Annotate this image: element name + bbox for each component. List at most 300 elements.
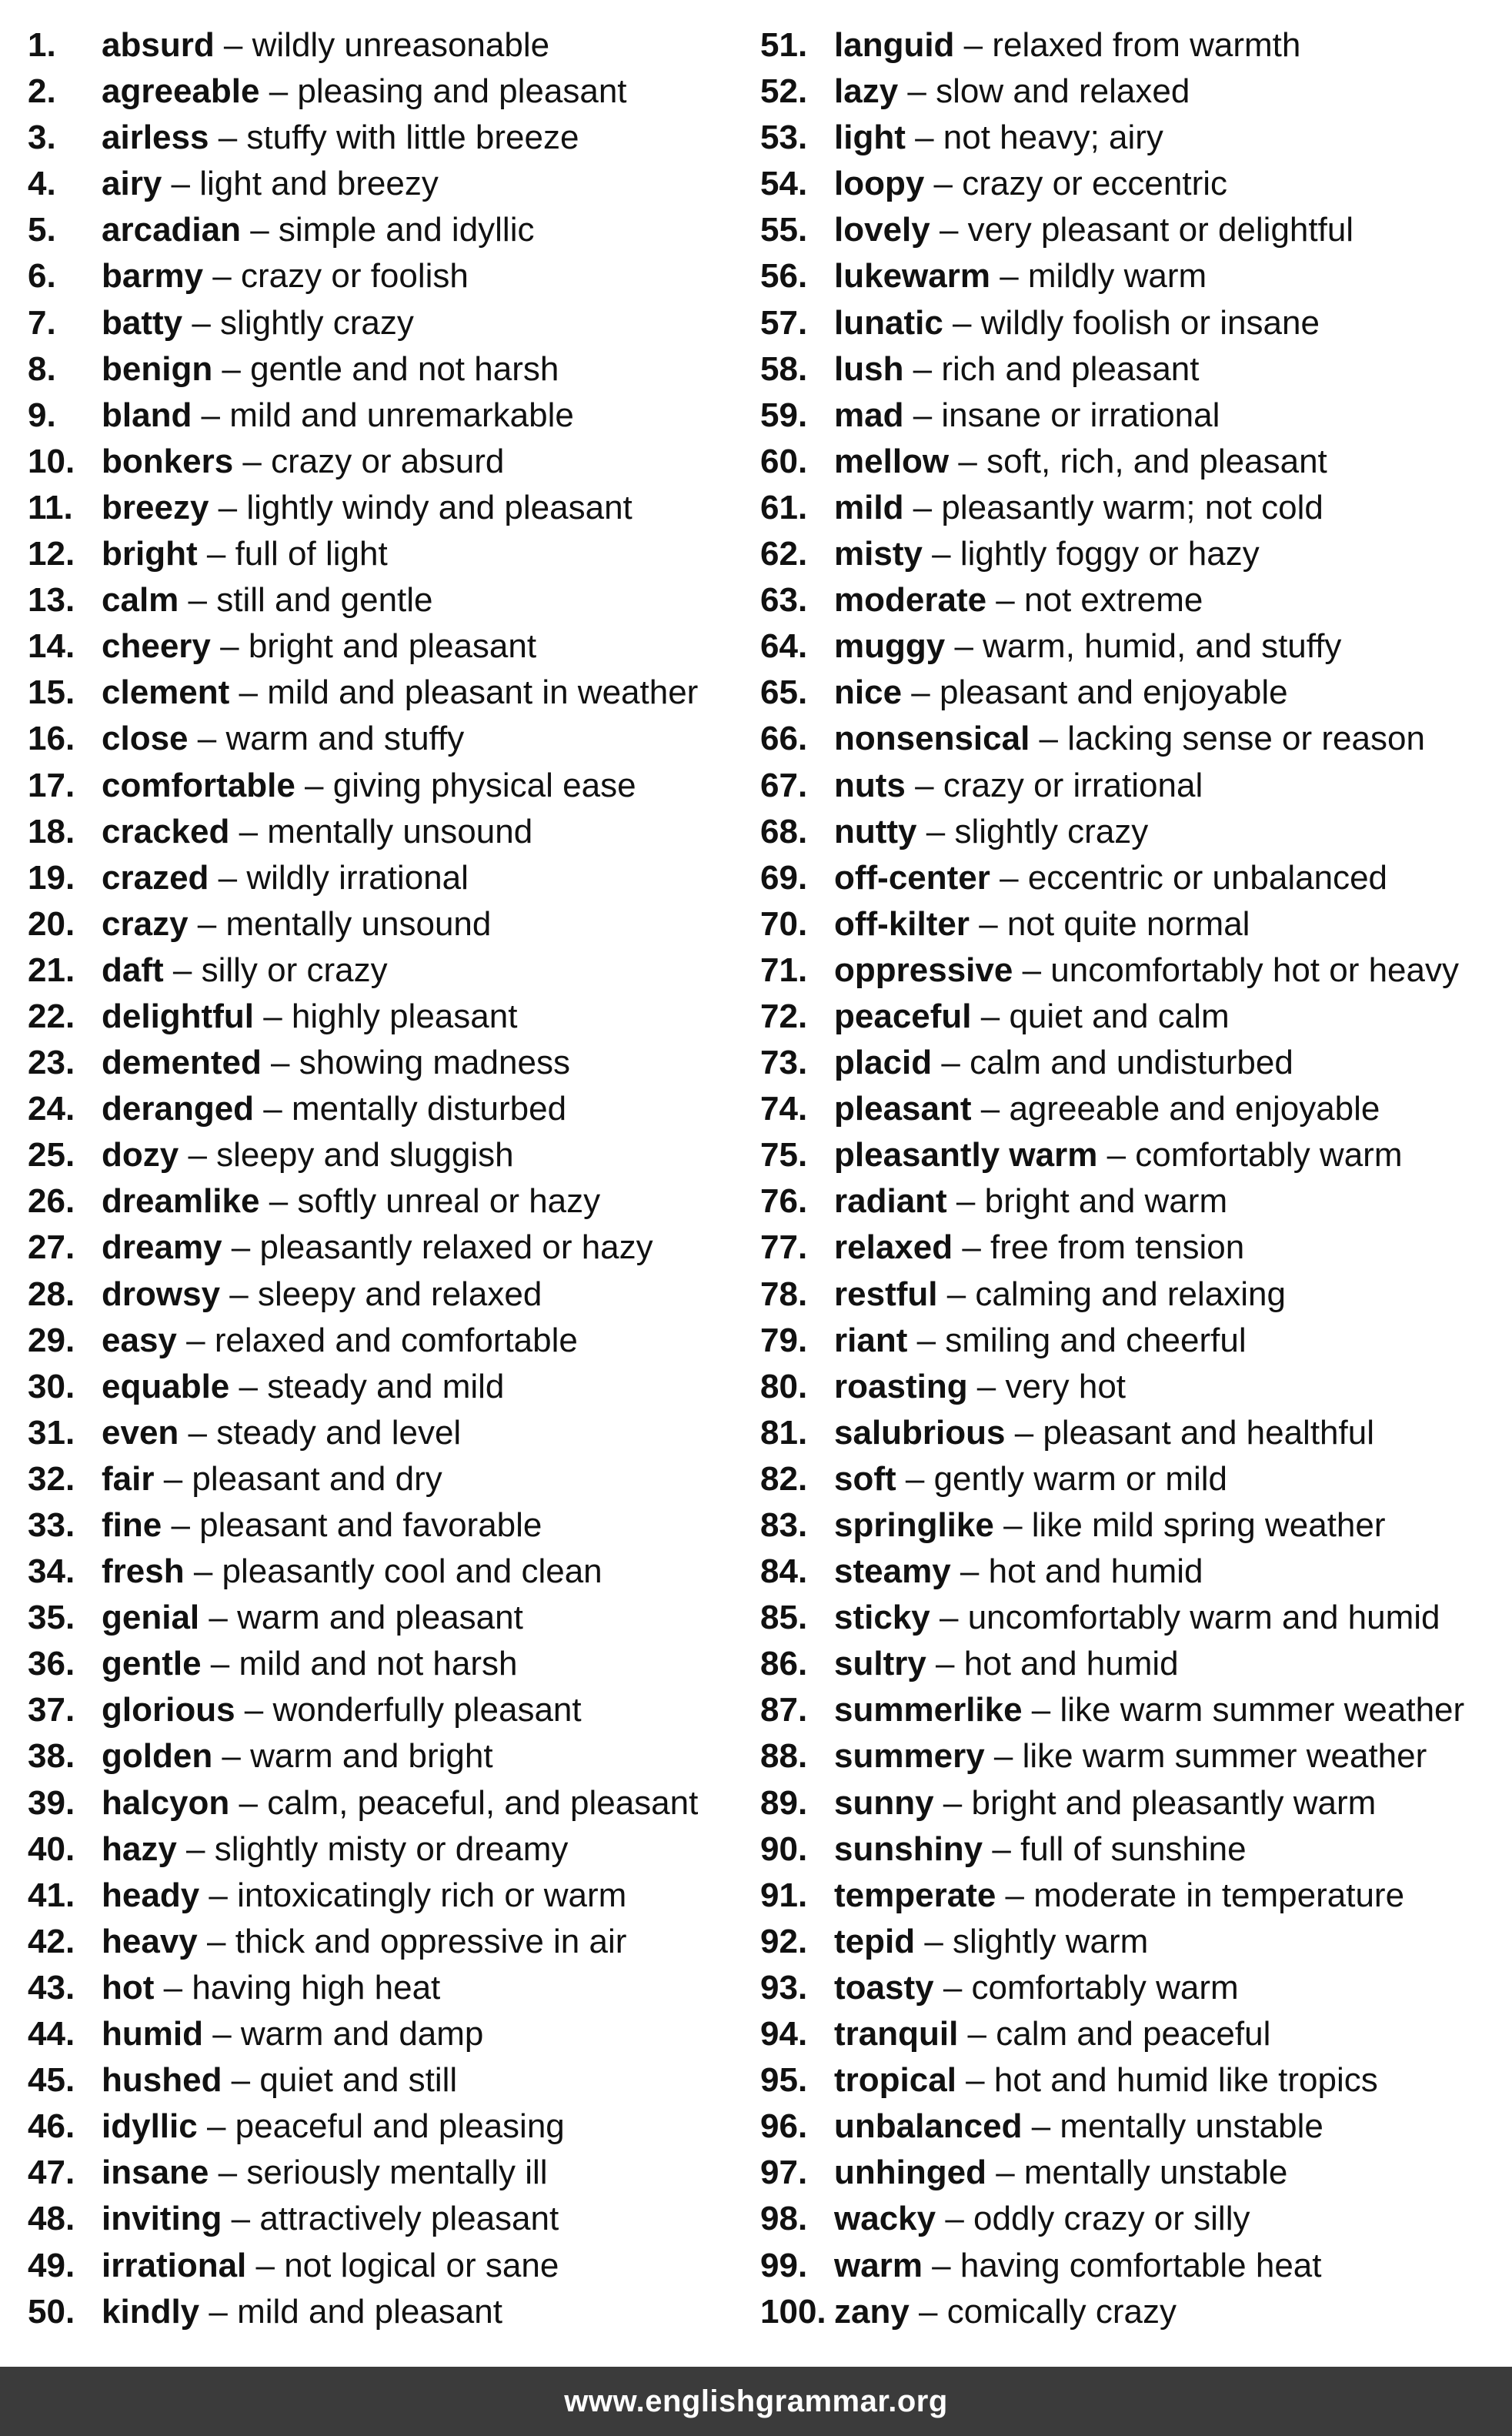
entry-definition: crazy or eccentric — [962, 165, 1228, 203]
entry-separator: – — [905, 119, 943, 157]
entry-word: warm — [834, 2246, 923, 2284]
entry-number: 27. — [28, 1228, 75, 1267]
entry-number: 30. — [28, 1367, 75, 1405]
entry-number: 54. — [760, 165, 808, 203]
entry-number: 49. — [28, 2246, 75, 2284]
entry-definition: simple and idyllic — [278, 211, 535, 249]
entry-definition: uncomfortably hot or heavy — [1050, 951, 1459, 989]
list-item — [760, 1733, 1499, 1779]
entry-definition: insane or irrational — [941, 396, 1220, 434]
entry-separator: – — [179, 1136, 217, 1175]
entry-word: demented — [102, 1044, 262, 1082]
entry-definition: like mild spring weather — [1031, 1506, 1386, 1544]
entry-definition: lacking sense or reason — [1067, 720, 1425, 758]
list-item — [28, 947, 751, 994]
list-item — [760, 1687, 1499, 1733]
entry-number: 31. — [28, 1413, 75, 1452]
entry-word: nutty — [834, 812, 917, 850]
entry-definition: sleepy and sluggish — [216, 1136, 514, 1175]
entry-separator: – — [933, 1968, 972, 2007]
entry-separator: – — [162, 165, 200, 203]
entry-separator: – — [259, 1182, 298, 1221]
list-item — [28, 393, 751, 439]
list-item — [760, 1502, 1499, 1549]
entry-definition: pleasantly cool and clean — [222, 1552, 602, 1591]
entry-number: 18. — [28, 812, 75, 850]
entry-word: lovely — [834, 211, 930, 249]
entry-separator: – — [924, 165, 963, 203]
entry-word: airless — [102, 119, 209, 157]
entry-number: 100. — [760, 2292, 826, 2331]
entry-number: 17. — [28, 766, 75, 804]
list-item — [760, 1549, 1499, 1595]
entry-word: delightful — [102, 997, 254, 1035]
entry-definition: bright and pleasant — [248, 627, 537, 666]
entry-separator: – — [956, 2061, 994, 2100]
entry-number: 80. — [760, 1367, 808, 1405]
entry-word: bright — [102, 535, 198, 573]
entry-word: tepid — [834, 1922, 916, 1960]
entry-word: inviting — [102, 2200, 222, 2238]
entry-separator: – — [229, 673, 268, 712]
list-item — [28, 763, 751, 809]
entry-definition: silly or crazy — [201, 951, 388, 989]
entry-number: 13. — [28, 581, 75, 620]
entry-word: off-center — [834, 858, 990, 897]
list-item — [760, 1919, 1499, 1965]
list-item — [760, 947, 1499, 994]
entry-word: pleasant — [834, 1090, 972, 1128]
list-item — [28, 1873, 751, 1919]
entry-definition: full of light — [235, 535, 388, 573]
entry-number: 35. — [28, 1599, 75, 1637]
entry-word: temperate — [834, 1876, 996, 1914]
entry-number: 34. — [28, 1552, 75, 1591]
entry-number: 7. — [28, 303, 56, 342]
entry-definition: quiet and calm — [1009, 997, 1230, 1035]
entry-number: 59. — [760, 396, 808, 434]
entry-word: fine — [102, 1506, 162, 1544]
list-item — [28, 115, 751, 161]
entry-number: 72. — [760, 997, 808, 1035]
entry-definition: not logical or sane — [284, 2246, 559, 2284]
entry-word: salubrious — [834, 1413, 1006, 1452]
entry-number: 44. — [28, 2015, 75, 2053]
entry-definition: smiling and cheerful — [945, 1321, 1247, 1359]
entry-separator: – — [253, 997, 292, 1035]
entry-number: 23. — [28, 1044, 75, 1082]
entry-number: 84. — [760, 1552, 808, 1591]
entry-number: 87. — [760, 1691, 808, 1729]
list-item — [760, 1595, 1499, 1641]
entry-number: 40. — [28, 1830, 75, 1868]
entry-separator: – — [896, 1459, 934, 1498]
list-item — [28, 901, 751, 947]
list-item — [28, 670, 751, 716]
entry-definition: bright and pleasantly warm — [971, 1783, 1377, 1822]
entry-definition: lightly foggy or hazy — [960, 535, 1260, 573]
entry-separator: – — [903, 396, 942, 434]
entry-definition: steady and mild — [267, 1367, 505, 1405]
entry-definition: hot and humid like tropics — [993, 2061, 1378, 2100]
entry-word: summerlike — [834, 1691, 1023, 1729]
entry-word: unhinged — [834, 2154, 986, 2192]
entry-word: idyllic — [102, 2107, 198, 2146]
entry-word: nice — [834, 673, 903, 712]
entry-definition: having high heat — [192, 1968, 441, 2007]
list-item — [28, 577, 751, 623]
entry-separator: – — [1005, 1413, 1043, 1452]
list-item — [28, 1178, 751, 1225]
list-item — [28, 161, 751, 207]
entry-word: nonsensical — [834, 720, 1030, 758]
list-item — [760, 115, 1499, 161]
entry-definition: pleasantly warm; not cold — [941, 488, 1323, 526]
entry-number: 58. — [760, 349, 808, 388]
entry-number: 9. — [28, 396, 56, 434]
entry-definition: peaceful and pleasing — [235, 2107, 565, 2146]
entry-separator: – — [926, 1645, 964, 1683]
entry-number: 60. — [760, 442, 808, 480]
entry-number: 6. — [28, 257, 56, 296]
entry-number: 69. — [760, 858, 808, 897]
list-item — [760, 1040, 1499, 1086]
list-item — [760, 1086, 1499, 1132]
entry-separator: – — [212, 1737, 251, 1776]
entry-separator: – — [179, 1413, 217, 1452]
entry-definition: wildly foolish or insane — [980, 303, 1320, 342]
entry-separator: – — [154, 1968, 192, 2007]
website-url[interactable]: www.englishgrammar.org — [564, 2384, 948, 2418]
entry-definition: mild and pleasant in weather — [267, 673, 699, 712]
entry-number: 78. — [760, 1275, 808, 1313]
entry-word: absurd — [102, 26, 215, 64]
list-item — [28, 1364, 751, 1410]
entry-separator: – — [154, 1459, 192, 1498]
entry-word: hazy — [102, 1830, 177, 1868]
entry-number: 14. — [28, 627, 75, 666]
entry-word: fresh — [102, 1552, 185, 1591]
entry-word: languid — [834, 26, 955, 64]
entry-definition: comfortably warm — [1135, 1136, 1403, 1175]
entry-definition: pleasant and dry — [192, 1459, 442, 1498]
word-list — [0, 22, 1512, 2331]
list-item — [760, 22, 1499, 69]
entry-word: fair — [102, 1459, 155, 1498]
entry-definition: free from tension — [990, 1228, 1245, 1267]
entry-separator: – — [202, 2015, 241, 2053]
entry-word: drowsy — [102, 1275, 221, 1313]
list-item — [28, 1271, 751, 1318]
list-item — [28, 716, 751, 762]
entry-separator: – — [971, 1090, 1010, 1128]
entry-separator: – — [229, 1367, 268, 1405]
entry-definition: like warm summer weather — [1022, 1737, 1427, 1776]
entry-definition: very hot — [1005, 1367, 1126, 1405]
entry-definition: still and gentle — [216, 581, 433, 620]
list-item — [28, 809, 751, 855]
entry-definition: calm, peaceful, and pleasant — [267, 1783, 699, 1822]
entry-word: riant — [834, 1321, 908, 1359]
list-item — [28, 1132, 751, 1178]
entry-separator: – — [197, 1922, 235, 1960]
entry-word: wacky — [834, 2200, 936, 2238]
entry-number: 76. — [760, 1182, 808, 1221]
list-item — [760, 253, 1499, 299]
entry-separator: – — [246, 2246, 285, 2284]
entry-definition: slightly crazy — [954, 812, 1149, 850]
entry-separator: – — [261, 1044, 299, 1082]
list-item — [28, 1780, 751, 1826]
entry-number: 95. — [760, 2061, 808, 2100]
left-column — [28, 22, 751, 2335]
entry-definition: attractively pleasant — [259, 2200, 559, 2238]
entry-separator: – — [295, 766, 333, 804]
entry-number: 8. — [28, 349, 56, 388]
entry-number: 1. — [28, 26, 56, 64]
entry-word: toasty — [834, 1968, 934, 2007]
entry-number: 81. — [760, 1413, 808, 1452]
entry-definition: mildly warm — [1027, 257, 1207, 296]
entry-number: 70. — [760, 904, 808, 943]
list-item — [760, 2104, 1499, 2150]
entry-word: dreamy — [102, 1228, 222, 1267]
list-item — [28, 531, 751, 577]
entry-word: comfortable — [102, 766, 295, 804]
entry-word: lunatic — [834, 303, 943, 342]
entry-number: 64. — [760, 627, 808, 666]
entry-separator: – — [984, 1737, 1023, 1776]
entry-number: 94. — [760, 2015, 808, 2053]
entry-separator: – — [259, 72, 298, 111]
entry-definition: pleasantly relaxed or hazy — [259, 1228, 653, 1267]
entry-number: 90. — [760, 1830, 808, 1868]
entry-separator: – — [222, 2200, 260, 2238]
entry-definition: slightly misty or dreamy — [214, 1830, 569, 1868]
entry-word: deranged — [102, 1090, 255, 1128]
entry-separator: – — [970, 904, 1007, 943]
entry-word: sunshiny — [834, 1830, 983, 1868]
entry-number: 33. — [28, 1506, 75, 1544]
list-item — [760, 670, 1499, 716]
list-item — [28, 1826, 751, 1873]
entry-definition: full of sunshine — [1020, 1830, 1247, 1868]
entry-separator: – — [235, 1691, 273, 1729]
entry-word: genial — [102, 1599, 200, 1637]
list-item — [28, 1687, 751, 1733]
entry-number: 50. — [28, 2292, 75, 2331]
entry-separator: – — [903, 349, 942, 388]
entry-number: 38. — [28, 1737, 75, 1776]
entry-definition: crazy or irrational — [943, 766, 1203, 804]
entry-separator: – — [909, 2292, 947, 2331]
entry-word: halcyon — [102, 1783, 230, 1822]
entry-number: 41. — [28, 1876, 75, 1914]
entry-word: heady — [102, 1876, 200, 1914]
entry-number: 45. — [28, 2061, 75, 2100]
entry-word: close — [102, 720, 189, 758]
list-item — [28, 1502, 751, 1549]
entry-definition: pleasant and healthful — [1043, 1413, 1374, 1452]
entry-word: lazy — [834, 72, 899, 111]
entry-number: 3. — [28, 119, 56, 157]
list-item — [760, 763, 1499, 809]
list-item — [28, 855, 751, 901]
entry-number: 55. — [760, 211, 808, 249]
entry-definition: gently warm or mild — [933, 1459, 1228, 1498]
entry-word: off-kilter — [834, 904, 970, 943]
entry-number: 19. — [28, 858, 75, 897]
entry-separator: – — [199, 2292, 238, 2331]
entry-separator: – — [192, 396, 230, 434]
entry-separator: – — [949, 442, 987, 480]
entry-word: bland — [102, 396, 192, 434]
entry-definition: very pleasant or delightful — [967, 211, 1354, 249]
list-item — [28, 300, 751, 346]
entry-word: sultry — [834, 1645, 926, 1683]
entry-word: misty — [834, 535, 923, 573]
entry-definition: moderate in temperature — [1033, 1876, 1405, 1914]
entry-word: crazed — [102, 858, 209, 897]
entry-definition: warm and bright — [250, 1737, 493, 1776]
entry-definition: not quite normal — [1006, 904, 1250, 943]
list-item — [28, 1318, 751, 1364]
entry-number: 22. — [28, 997, 75, 1035]
entry-separator: – — [898, 72, 936, 111]
entry-separator: – — [915, 1922, 953, 1960]
list-item — [760, 1456, 1499, 1502]
entry-number: 56. — [760, 257, 808, 296]
entry-number: 99. — [760, 2246, 808, 2284]
list-item — [28, 1965, 751, 2011]
list-item — [760, 1780, 1499, 1826]
entry-word: roasting — [834, 1367, 968, 1405]
entry-separator: – — [229, 812, 268, 850]
entry-definition: wildly irrational — [246, 858, 469, 897]
entry-separator: – — [179, 581, 217, 620]
entry-definition: warm and damp — [240, 2015, 484, 2053]
entry-definition: mentally unsound — [225, 904, 492, 943]
right-column — [760, 22, 1499, 2335]
entry-definition: wonderfully pleasant — [272, 1691, 582, 1729]
entry-separator: – — [201, 1645, 239, 1683]
entry-definition: mentally unsound — [267, 812, 533, 850]
list-item — [28, 346, 751, 393]
entry-separator: – — [967, 1367, 1006, 1405]
entry-definition: intoxicatingly rich or warm — [237, 1876, 627, 1914]
entry-definition: thick and oppressive in air — [235, 1922, 627, 1960]
entry-word: muggy — [834, 627, 946, 666]
entry-number: 93. — [760, 1968, 808, 2007]
list-item — [28, 623, 751, 670]
entry-number: 98. — [760, 2200, 808, 2238]
entry-definition: quiet and still — [259, 2061, 458, 2100]
entry-separator: – — [1030, 720, 1068, 758]
entry-number: 10. — [28, 442, 75, 480]
list-item — [28, 1919, 751, 1965]
entry-separator: – — [188, 720, 226, 758]
entry-number: 5. — [28, 211, 56, 249]
entry-number: 53. — [760, 119, 808, 157]
entry-number: 24. — [28, 1090, 75, 1128]
entry-number: 47. — [28, 2154, 75, 2192]
entry-number: 42. — [28, 1922, 75, 1960]
entry-separator: – — [954, 26, 993, 64]
entry-word: springlike — [834, 1506, 994, 1544]
entry-definition: uncomfortably warm and humid — [967, 1599, 1440, 1637]
entry-number: 4. — [28, 165, 56, 203]
entry-definition: hot and humid — [988, 1552, 1203, 1591]
entry-number: 16. — [28, 720, 75, 758]
entry-number: 71. — [760, 951, 808, 989]
entry-number: 26. — [28, 1182, 75, 1221]
entry-definition: crazy or absurd — [271, 442, 505, 480]
entry-word: cracked — [102, 812, 230, 850]
entry-number: 82. — [760, 1459, 808, 1498]
entry-number: 43. — [28, 1968, 75, 2007]
entry-word: oppressive — [834, 951, 1013, 989]
entry-definition: like warm summer weather — [1060, 1691, 1465, 1729]
entry-number: 62. — [760, 535, 808, 573]
entry-definition: eccentric or unbalanced — [1027, 858, 1388, 897]
list-item — [760, 623, 1499, 670]
entry-number: 48. — [28, 2200, 75, 2238]
entry-separator: – — [184, 1552, 222, 1591]
list-item — [28, 2150, 751, 2196]
entry-number: 37. — [28, 1691, 75, 1729]
entry-word: hot — [102, 1968, 155, 2007]
entry-word: heavy — [102, 1922, 198, 1960]
entry-word: summery — [834, 1737, 985, 1776]
entry-number: 66. — [760, 720, 808, 758]
entry-number: 29. — [28, 1321, 75, 1359]
list-item — [28, 1641, 751, 1687]
list-item — [760, 485, 1499, 531]
entry-number: 36. — [28, 1645, 75, 1683]
list-item — [760, 346, 1499, 393]
entry-separator: – — [933, 1783, 972, 1822]
entry-word: soft — [834, 1459, 896, 1498]
entry-definition: steady and level — [216, 1413, 462, 1452]
entry-separator: – — [176, 1321, 215, 1359]
entry-separator: – — [936, 2200, 974, 2238]
entry-definition: comically crazy — [946, 2292, 1177, 2331]
entry-word: tranquil — [834, 2015, 959, 2053]
entry-definition: lightly windy and pleasant — [246, 488, 633, 526]
entry-definition: oddly crazy or silly — [973, 2200, 1250, 2238]
entry-separator: – — [197, 535, 235, 573]
entry-definition: gentle and not harsh — [250, 349, 559, 388]
entry-separator: – — [903, 488, 942, 526]
entry-definition: bright and warm — [984, 1182, 1228, 1221]
entry-definition: hot and humid — [963, 1645, 1179, 1683]
entry-word: light — [834, 119, 906, 157]
entry-separator: – — [922, 535, 960, 573]
entry-separator: – — [996, 1876, 1034, 1914]
entry-definition: warm and stuffy — [225, 720, 465, 758]
entry-number: 67. — [760, 766, 808, 804]
list-item — [760, 2057, 1499, 2104]
entry-separator: – — [163, 951, 202, 989]
entry-separator: – — [945, 627, 983, 666]
entry-definition: showing madness — [299, 1044, 570, 1082]
entry-word: irrational — [102, 2246, 247, 2284]
entry-number: 12. — [28, 535, 75, 573]
entry-word: lukewarm — [834, 257, 990, 296]
entry-definition: softly unreal or hazy — [297, 1182, 601, 1221]
entry-definition: slightly warm — [953, 1922, 1149, 1960]
entry-separator: – — [990, 257, 1028, 296]
